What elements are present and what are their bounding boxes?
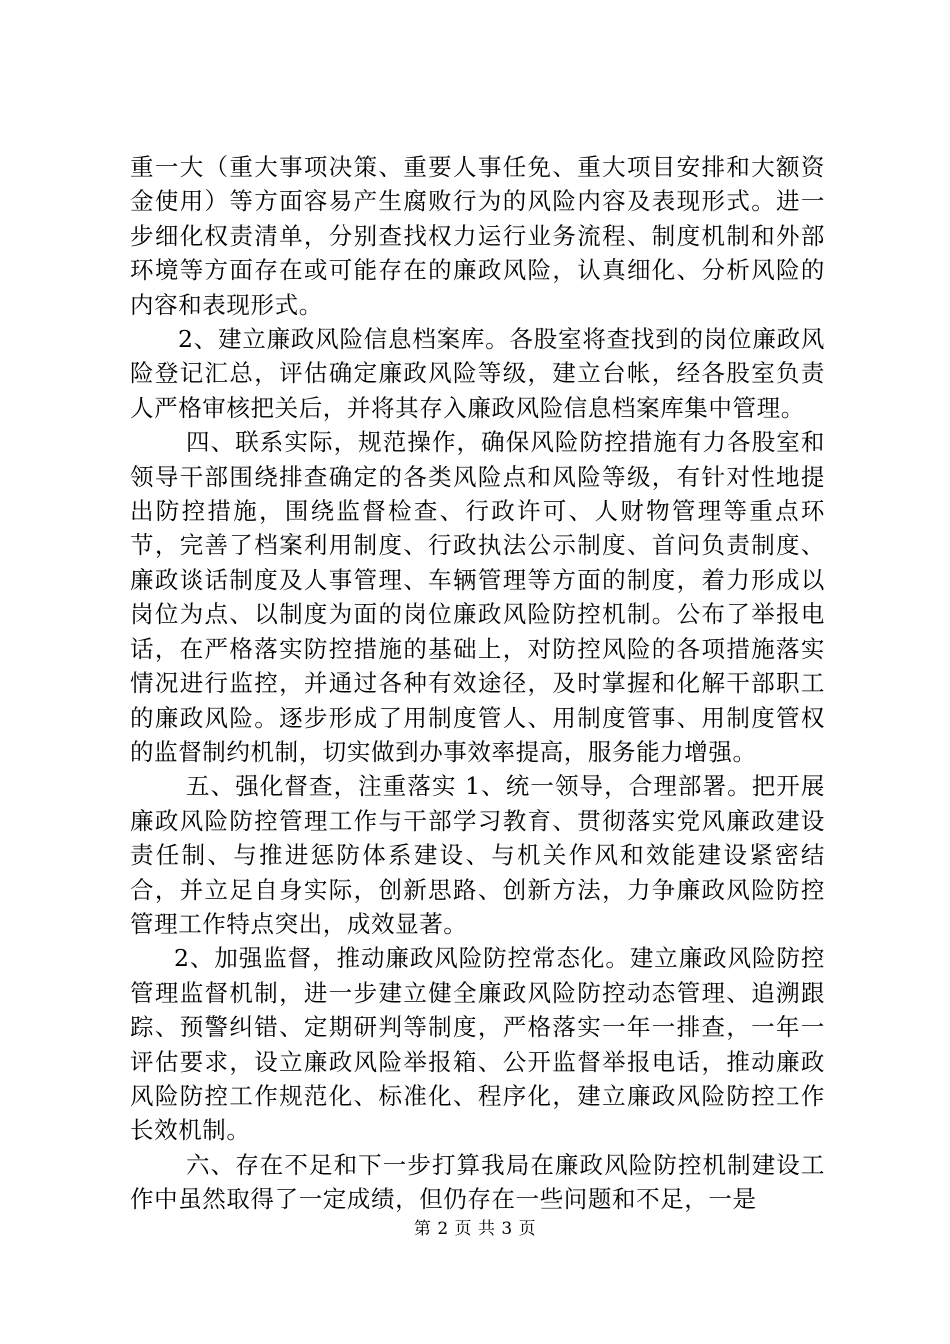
document-body [130, 150, 825, 1217]
paragraph-section-four: 四、联系实际，规范操作，确保风险防控措施有力各股室和领导干部围绕排查确定的各类风险点和风险等级，有针对性地提出防控措施，围绕监督检查、行政许可、人财物管理等重点环节，完善了档案利用制度、行政执法公示制度、首问负责制度、廉政谈话制度及人事管理、车辆管理等方面的制度，着力形成以岗位为点、以制度为面的岗位廉政风险防控机制。公布了举报电话，在严格落实防控措施的基础上，对防控风险的各项措施落实情况进行监控，并通过各种有效途径，及时掌握和化解干部职工的廉政风险。逐步形成了用制度管人、用制度管事、用制度管权的监督制约机制，切实做到办事效率提高，服务能力增强。 [130, 428, 825, 766]
paragraph-section-five: 五、强化督查，注重落实 1、统一领导，合理部署。把开展廉政风险防控管理工作与干部学习教育、贯彻落实党风廉政建设责任制、与推进惩防体系建设、与机关作风和效能建设紧密结合，并立足自身实际，创新思路、创新方法，力争廉政风险防控管理工作特点突出，成效显著。 [130, 772, 825, 938]
paragraph-archive: 2、建立廉政风险信息档案库。各股室将查找到的岗位廉政风险登记汇总，评估确定廉政风险等级，建立台帐，经各股室负责人严格审核把关后，并将其存入廉政风险信息档案库集中管理。 [130, 325, 825, 422]
paragraph-supervision: 2、加强监督，推动廉政风险防控常态化。建立廉政风险防控管理监督机制，进一步建立健全廉政风险防控动态管理、追溯跟踪、预警纠错、定期研判等制度，严格落实一年一排查，一年一评估要求，设立廉政风险举报箱、公开监督举报电话，推动廉政风险防控工作规范化、标准化、程序化，建立廉政风险防控工作长效机制。 [130, 944, 825, 1145]
paragraph-continuation: 重一大（重大事项决策、重要人事任免、重大项目安排和大额资金使用）等方面容易产生腐败行为的风险内容及表现形式。进一步细化权责清单，分别查找权力运行业务流程、制度机制和外部环境等方面存在或可能存在的廉政风险，认真细化、分析风险的内容和表现形式。 [130, 153, 825, 319]
page-footer: 第 2 页 共 3 页 [413, 1219, 537, 1239]
paragraph-section-six: 六、存在不足和下一步打算我局在廉政风险防控机制建设工作中虽然取得了一定成绩，但仍存在一些问题和不足，一是 [130, 1150, 825, 1214]
